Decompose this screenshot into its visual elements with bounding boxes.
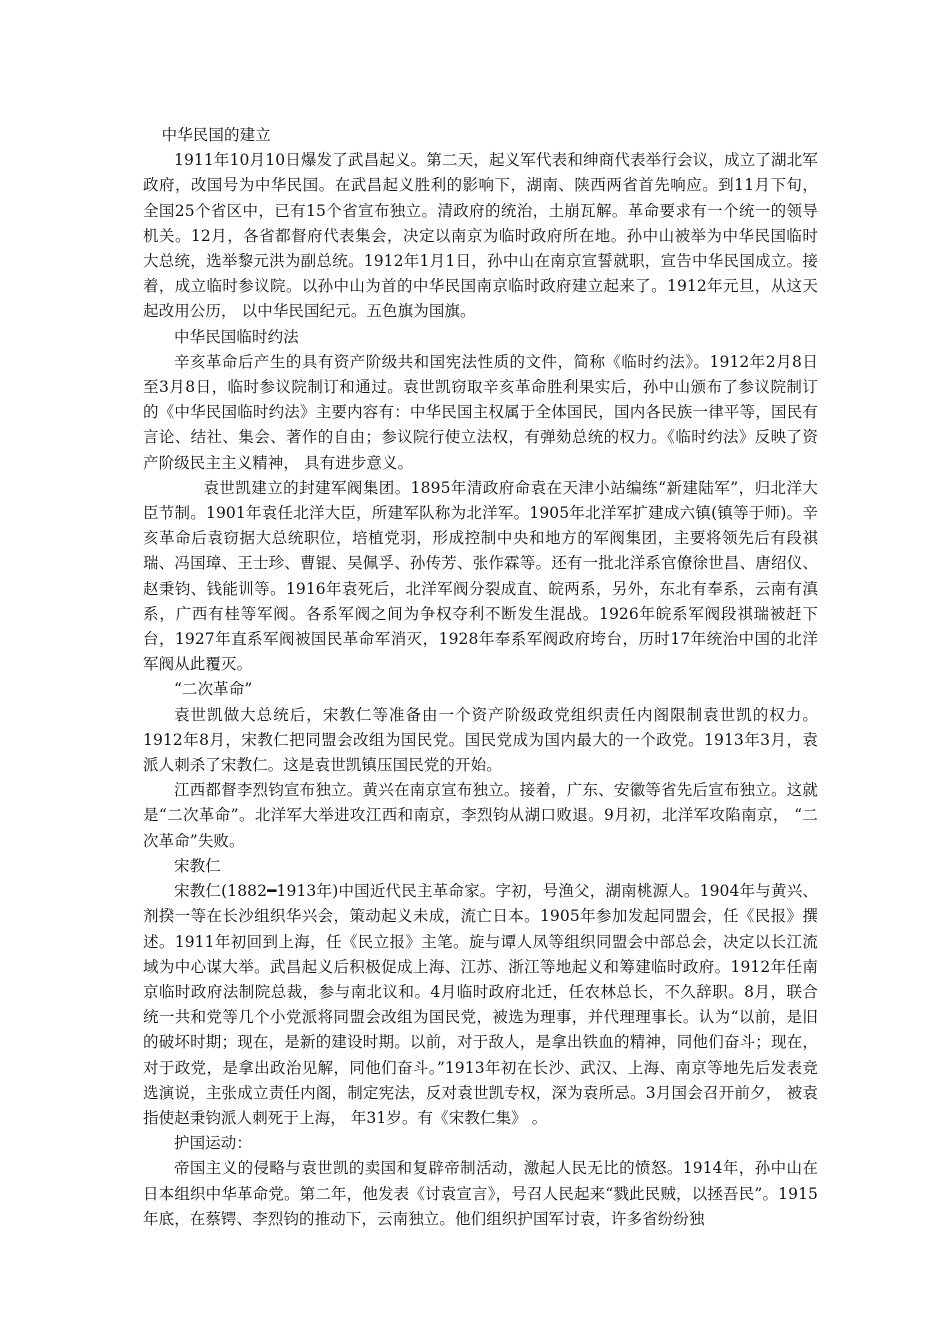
paragraph-provisional-constitution: 辛亥革命后产生的具有资产阶级共和国宪法性质的文件，简称《临时约法》。1912年2月8日至3月8日，临时参议院制订和通过。袁世凯窃取辛亥革命胜利果实后，孙中山颁布了参议院制订的《中华民国临时约法》主要内容有：中华民国主权属于全体国民，国内各民族一律平等，国民有言论、结社、集会、著作的自由；参议院行使立法权，有弹劾总统的权力。《临时约法》反映了资产阶级民主主义精神， 具有进步意义。 [143, 352, 818, 472]
paragraph-song-jiaoren: 宋教仁(1882━1913年)中国近代民主革命家。字初，号渔父，湖南桃源人。1904年与黄兴、剂揆一等在长沙组织华兴会，策动起义未成，流亡日本。1905年参加发起同盟会，任《民报》撰述。1911年初回到上海，任《民立报》主笔。旋与谭人凤等组织同盟会中部总会，决定以长江流域为中心谋大举。武昌起义后积极促成上海、江苏、浙江等地起义和筹建临时政府。1912年任南京临时政府法制院总裁，参与南北议和。4月临时政府北迁，任农林总长，不久辞职。8月，联合统一共和党等几个小党派将同盟会改组为国民党，被选为理事，并代理理事长。认为“以前，是旧的破坏时期；现在，是新的建设时期。以前，对于敌人，是拿出铁血的精神，同他们奋斗；现在，对于政党，是拿出政治见解，同他们奋斗。”1913年初在长沙、武汉、上海、南京等地先后发表竞选演说，主张成立责任内阁，制定宪法，反对袁世凯专权，深为袁所忌。3月国会召开前夕， 被袁指使赵秉钧派人刺死于上海， 年31岁。有《宋教仁集》 。 [143, 882, 818, 1127]
paragraph-national-protection-movement: 帝国主义的侵略与袁世凯的卖国和复辟帝制活动，激起人民无比的愤怒。1914年，孙中山在日本组织中华革命党。第二年，他发表《讨袁宣言》，号召人民起来“戮此民贼，以拯吾民”。1915年底，在蔡锷、李烈钧的推动下，云南独立。他们组织护国军讨袁，许多省纷纷独 [143, 1159, 818, 1228]
paragraph-beiyang-warlords: 袁世凯建立的封建军阀集团。1895年清政府命袁在天津小站编练“新建陆军”，归北洋大臣节制。1901年袁任北洋大臣，所建军队称为北洋军。1905年北洋军扩建成六镇(镇等于师)。辛亥革命后袁窃据大总统职位，培植党羽，形成控制中央和地方的军阀集团，主要将领先后有段祺瑞、冯国璋、王士珍、曹锟、吴佩孚、孙传芳、张作霖等。还有一批北洋系官僚徐世昌、唐绍仪、赵秉钧、钱能训等。1916年袁死后，北洋军阀分裂成直、皖两系，另外，东北有奉系，云南有滇系，广西有桂等军阀。各系军阀之间为争权夺利不断发生混战。1926年皖系军阀段祺瑞被赶下台，1927年直系军阀被国民革命军消灭，1928年奉系军阀政府垮台，历时17年统治中国的北洋军阀从此覆灭。 [143, 478, 818, 674]
document-page [143, 123, 818, 1232]
paragraph-wuchang-uprising: 1911年10月10日爆发了武昌起义。第二天，起义军代表和绅商代表举行会议，成立了湖北军政府，改国号为中华民国。在武昌起义胜利的影响下，湖南、陕西两省首先响应。到11月下旬，全国25个省区中，已有15个省宣布独立。清政府的统治，土崩瓦解。革命要求有一个统一的领导机关。12月，各省都督府代表集会，决定以南京为临时政府所在地。孙中山被举为中华民国临时大总统，选举黎元洪为副总统。1912年1月1日，孙中山在南京宣誓就职，宣告中华民国成立。接着，成立临时参议院。以孙中山为首的中华民国南京临时政府建立起来了。1912年元旦，从这天起改用公历， 以中华民国纪元。五色旗为国旗。 [143, 151, 818, 321]
heading-second-revolution: “二次革命” [174, 680, 253, 699]
heading-national-protection-movement: 护国运动： [174, 1134, 253, 1153]
heading-song-jiaoren: 宋教仁 [174, 856, 221, 875]
heading-founding-of-roc: 中华民国的建立 [161, 126, 271, 144]
paragraph-second-revolution-2: 江西都督李烈钧宣布独立。黄兴在南京宣布独立。接着，广东、安徽等省先后宣布独立。这就是“二次革命”。北洋军大举进攻江西和南京，李烈钧从湖口败退。9月初，北洋军攻陷南京， “二次革命”失败。 [143, 781, 818, 850]
paragraph-second-revolution-1: 袁世凯做大总统后，宋教仁等准备由一个资产阶级政党组织责任内阁限制袁世凯的权力。1912年8月，宋教仁把同盟会改组为国民党。国民党成为国内最大的一个政党。1913年3月，袁派人刺杀了宋教仁。这是袁世凯镇压国民党的开始。 [143, 705, 818, 775]
heading-provisional-constitution: 中华民国临时约法 [174, 327, 299, 346]
